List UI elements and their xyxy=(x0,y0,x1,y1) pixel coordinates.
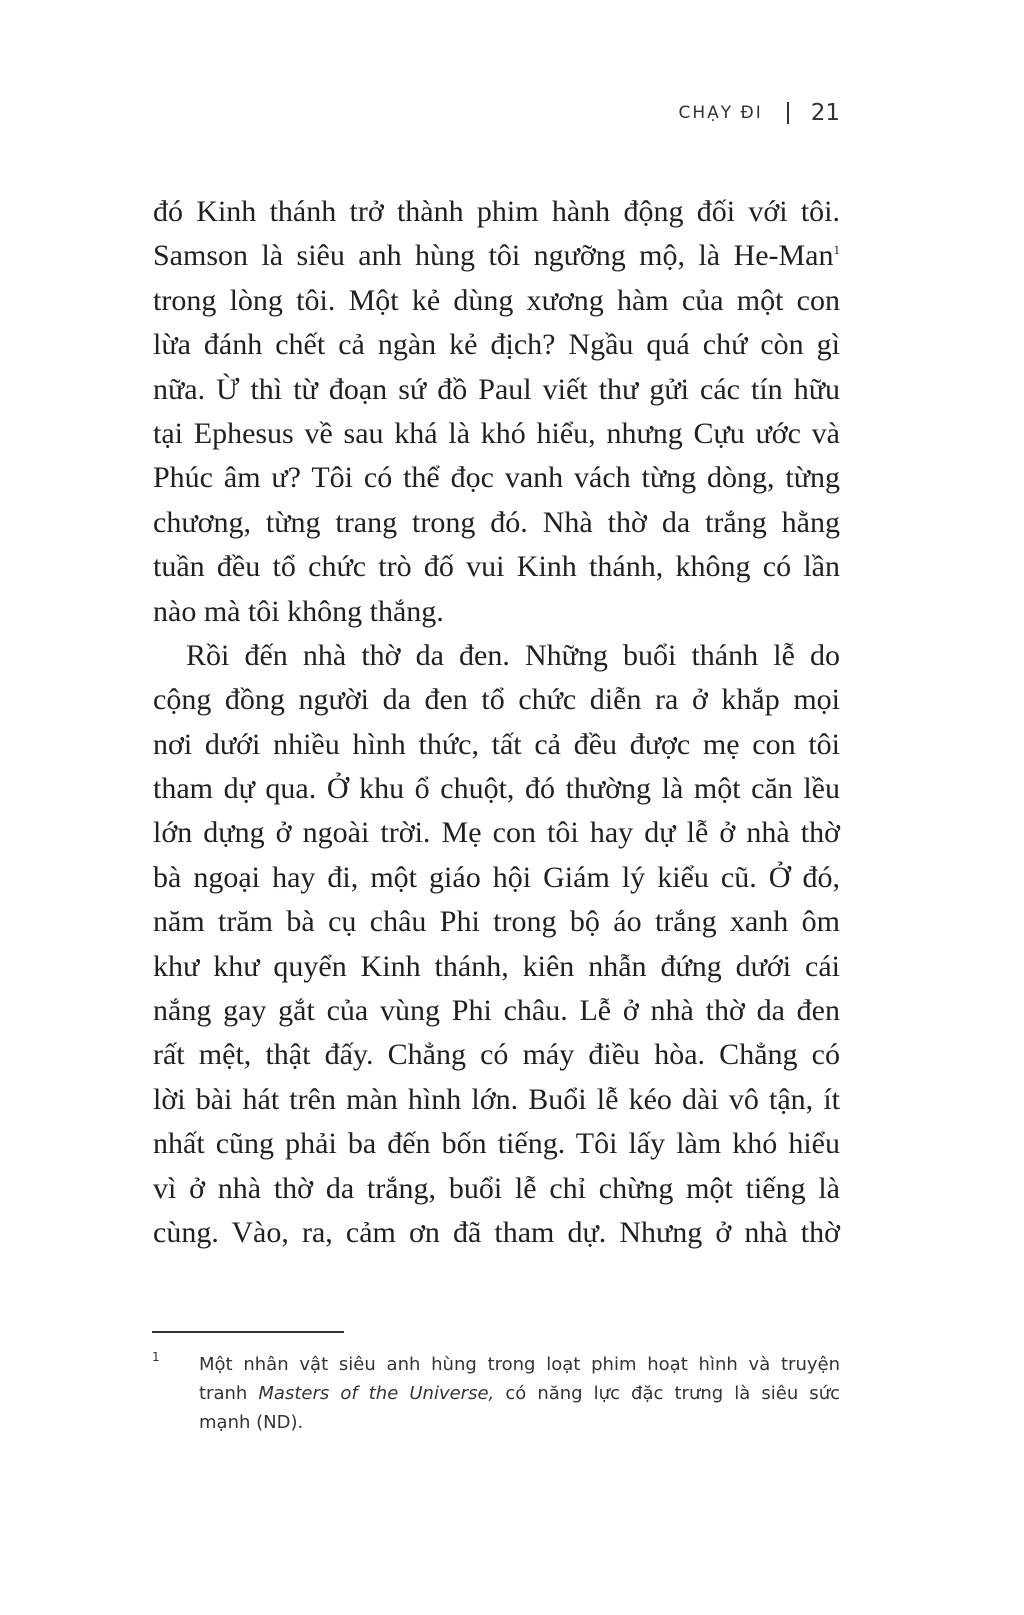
text-line: rất mệt, thật đấy. Chẳng có máy điều hòa. Chẳng có xyxy=(153,1038,840,1072)
body-text xyxy=(153,190,840,1255)
text-line: nắng gay gắt của vùng Phi châu. Lễ ở nhà thờ da đen xyxy=(153,994,840,1028)
text-line-content: Samson là siêu anh hùng tôi ngưỡng mộ, là He-Man xyxy=(153,239,834,273)
text-line: tham dự qua. Ở khu ổ chuột, đó thường là một căn lều xyxy=(153,772,840,806)
running-header xyxy=(678,100,840,126)
text-line: lớn dựng ở ngoài trời. Mẹ con tôi hay dự lễ ở nhà thờ xyxy=(153,816,840,850)
text-line: cộng đồng người da đen tổ chức diễn ra ở khắp mọi xyxy=(153,683,840,717)
text-line: đó Kinh thánh trở thành phim hành động đối với tôi. xyxy=(153,195,840,228)
footnote-marker: 1 xyxy=(152,1350,160,1364)
text-line xyxy=(153,234,840,278)
text-line: nào mà tôi không thắng. xyxy=(153,594,444,628)
paragraph-2 xyxy=(153,634,840,1255)
footnote xyxy=(152,1350,840,1437)
running-title: CHẠY ĐI xyxy=(678,103,763,123)
text-line: cùng. Vào, ra, cảm ơn đã tham dự. Nhưng ở nhà thờ xyxy=(153,1215,840,1249)
text-line: lừa đánh chết cả ngàn kẻ địch? Ngầu quá chứ còn gì xyxy=(153,328,840,362)
page-number: 21 xyxy=(810,100,840,126)
footnote-text: tranh xyxy=(199,1383,259,1404)
footnote-text: có năng lực đặc trưng là siêu sức xyxy=(494,1383,840,1404)
footnote-line: Một nhân vật siêu anh hùng trong loạt phim hoạt hình và truyện xyxy=(199,1354,840,1375)
footnote-rule xyxy=(152,1331,344,1333)
text-line: bà ngoại hay đi, một giáo hội Giám lý kiểu cũ. Ở đó, xyxy=(153,860,840,894)
text-line: Phúc âm ư? Tôi có thể đọc vanh vách từng dòng, từng xyxy=(153,461,840,495)
text-line: lời bài hát trên màn hình lớn. Buổi lễ kéo dài vô tận, ít xyxy=(153,1082,840,1116)
text-line: chương, từng trang trong đó. Nhà thờ da trắng hằng xyxy=(153,505,840,539)
text-line: tuần đều tổ chức trò đố vui Kinh thánh, không có lần xyxy=(153,550,840,584)
text-line: khư khư quyển Kinh thánh, kiên nhẫn đứng dưới cái xyxy=(153,949,840,983)
text-line: tại Ephesus về sau khá là khó hiểu, nhưng Cựu ước và xyxy=(153,416,840,450)
paragraph-1 xyxy=(153,190,840,634)
footnote-reference[interactable]: 1 xyxy=(833,242,840,258)
text-line: vì ở nhà thờ da trắng, buổi lễ chỉ chừng một tiếng là xyxy=(153,1171,840,1205)
header-divider xyxy=(787,102,789,124)
footnote-title-italic: Masters of the Universe, xyxy=(258,1383,495,1404)
text-line: năm trăm bà cụ châu Phi trong bộ áo trắng xanh ôm xyxy=(153,905,840,939)
footnote-line: mạnh (ND). xyxy=(199,1412,304,1433)
footnote-line xyxy=(199,1379,840,1408)
text-line: Rồi đến nhà thờ da đen. Những buổi thánh lễ do xyxy=(186,638,840,672)
text-line: nhất cũng phải ba đến bốn tiếng. Tôi lấy làm khó hiểu xyxy=(153,1127,840,1161)
text-line: trong lòng tôi. Một kẻ dùng xương hàm của một con xyxy=(153,283,840,317)
text-line: nơi dưới nhiều hình thức, tất cả đều được mẹ con tôi xyxy=(153,727,840,761)
text-line: nữa. Ừ thì từ đoạn sứ đồ Paul viết thư gửi các tín hữu xyxy=(153,372,840,406)
